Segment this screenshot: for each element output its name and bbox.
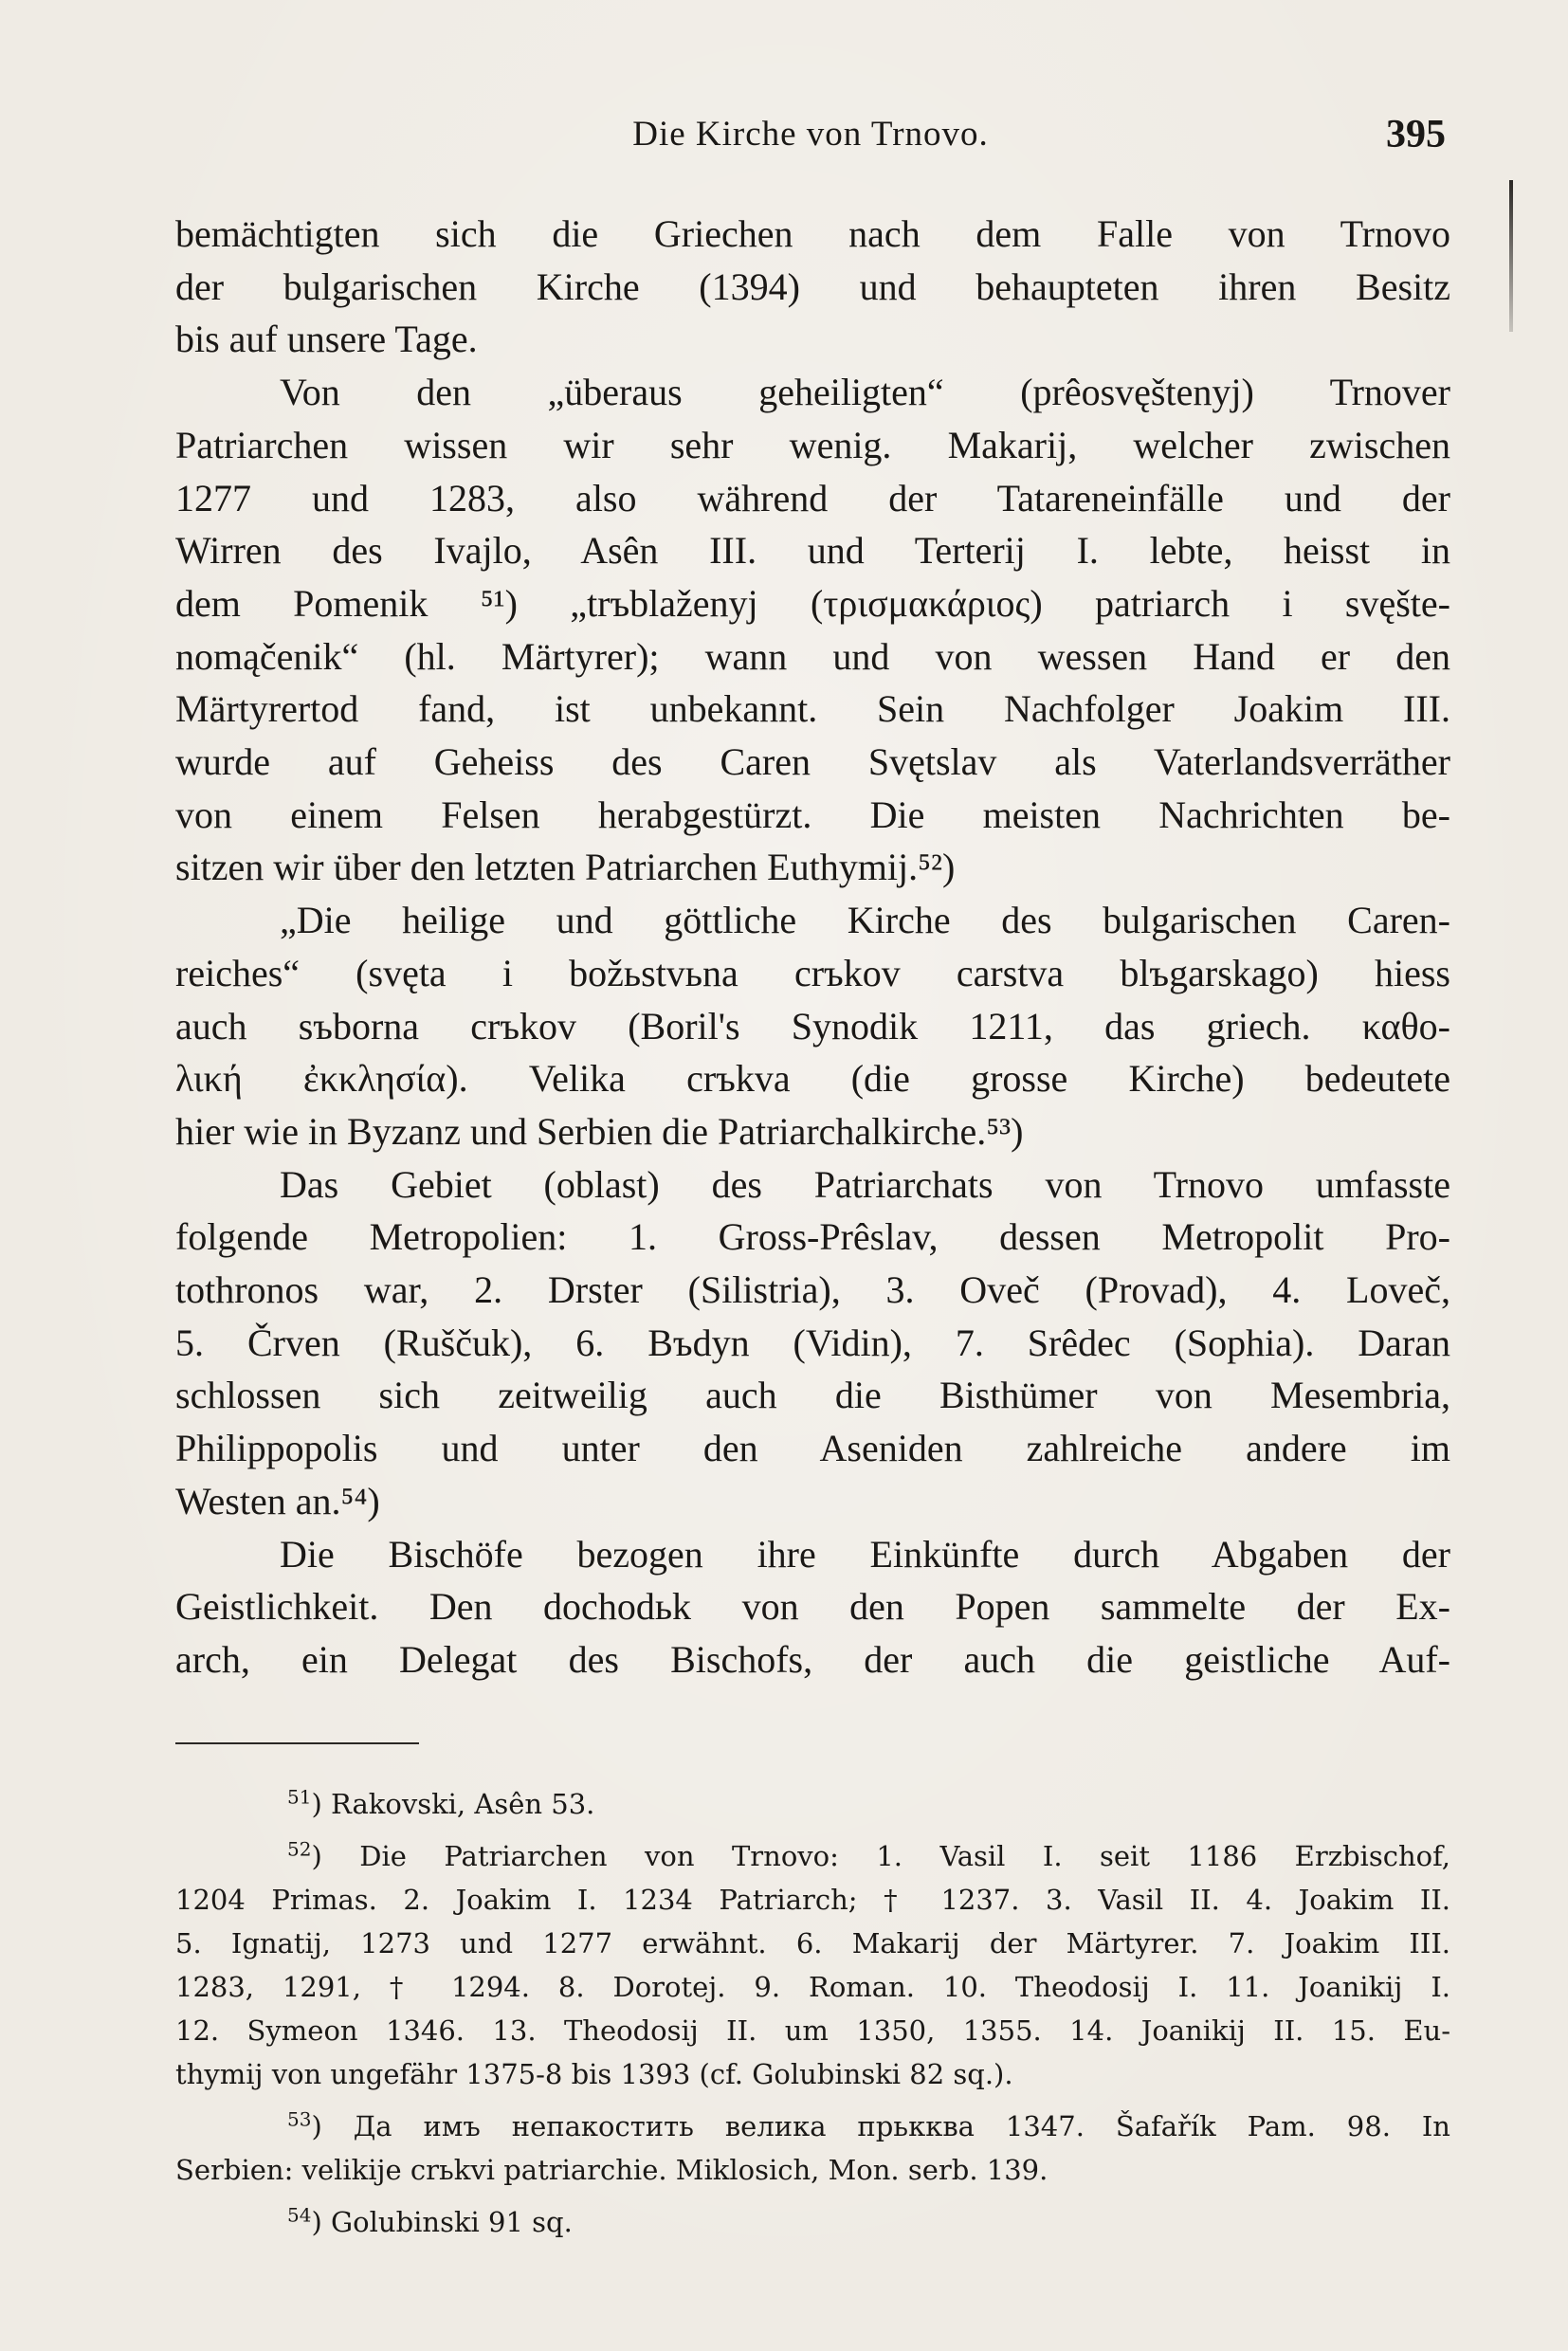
text-line: Westen an.⁵⁴) [175, 1479, 380, 1522]
text-line: 5. Črven (Ruščuk), 6. Bъdyn (Vidin), 7. Srêdec (Sophia). Daran [175, 1321, 1450, 1364]
footnote-marker: 53 [287, 2107, 312, 2131]
footnote-line: 1204 Primas. 2. Joakim I. 1234 Patriarch; † 1237. 3. Vasil II. 4. Joakim II. [175, 1884, 1450, 1916]
text-line: hier wie in Byzanz und Serbien die Patriarchalkirche.⁵³) [175, 1109, 1024, 1153]
text-line: Von den „überaus geheiligten“ (prêosvęštenyj) Trnover [280, 371, 1450, 414]
text-line: Philippopolis und unter den Aseniden zahlreiche andere im [175, 1427, 1450, 1470]
footnote-52 [175, 1834, 1450, 2096]
footnote-text: Die Patriarchen von Trnovo: 1. Vasil I. seit 1186 Erzbischof, [359, 1840, 1450, 1872]
text-line: wurde auf Geheiss des Caren Svętslav als Vaterlandsverräther [175, 740, 1450, 784]
text-line: der bulgarischen Kirche (1394) und behaupteten ihren Besitz [175, 264, 1450, 308]
text-line: nomąčenik“ (hl. Märtyrer); wann und von wessen Hand er den [175, 634, 1450, 678]
page-number: 395 [1386, 113, 1446, 156]
paragraph-5 [175, 1528, 1450, 1686]
footnote-rule [175, 1742, 419, 1744]
footnote-line: $^{52}$) Die Patriarchen von Trnovo: 1. Vasil I. seit 1186 Erzbischof, [287, 1837, 1450, 1872]
paragraph-3 [175, 894, 1450, 1158]
text-line: λική ἐκκλησία). Velika crъkva (die grosse Kirche) bedeutete [175, 1057, 1450, 1101]
footnote-marker: 54 [287, 2203, 312, 2227]
text-line: tothronos war, 2. Drster (Silistria), 3. Ovеč (Provad), 4. Loveč, [175, 1268, 1450, 1312]
footnote-line: thymij von ungefähr 1375-8 bis 1393 (cf. Golubinski 82 sq.). [175, 2058, 1013, 2090]
text-line: dem Pomenik ⁵¹) „trъblaženyj (τρισμακάριος) patriarch i svęšte- [175, 581, 1450, 625]
text-line: sitzen wir über den letzten Patriarchen Euthymij.⁵²) [175, 846, 956, 889]
text-line: schlossen sich zeitweilig auch die Bisthümer von Mesembria, [175, 1374, 1450, 1417]
running-head [175, 106, 1446, 163]
page-edge-shadow [1509, 180, 1513, 332]
footnote-line: 1283, 1291, † 1294. 8. Dorotej. 9. Roman. 10. Theodosij I. 11. Joanikij I. [175, 1971, 1450, 2003]
footnote-line: $^{53}$) Да имъ непакостить велика прькква 1347. Šafařík Pam. 98. In [287, 2107, 1450, 2142]
text-line: Wirren des Ivajlo, Asên III. und Terterij I. lebte, heisst in [175, 529, 1450, 573]
text-line: Die Bischöfe bezogen ihre Einkünfte durch Abgaben der [280, 1532, 1450, 1576]
footnote-text: Golubinski 91 sq. [331, 2206, 573, 2238]
footnote-54 [175, 2200, 1450, 2244]
footnote-marker: 52 [287, 1837, 312, 1861]
text-line: Patriarchen wissen wir sehr wenig. Makarij, welcher zwischen [175, 423, 1450, 466]
body-text [175, 208, 1450, 1686]
text-line: 1277 und 1283, also während der Tatareneinfälle und der [175, 476, 1450, 519]
footnote-text: Rakovski, Asên 53. [331, 1788, 595, 1820]
text-line: reiches“ (svęta i božьstvьna crъkov carstva blъgarskago) hiess [175, 951, 1450, 994]
footnote-marker: 51 [287, 1785, 312, 1809]
text-line: auch sъborna crъkov (Boril's Synodik 1211, das griech. καθο- [175, 1004, 1450, 1048]
footnote-line: 12. Symeon 1346. 13. Theodosij II. um 1350, 1355. 14. Joanikij II. 15. Eu- [175, 2014, 1450, 2047]
paragraph-2 [175, 366, 1450, 894]
running-title: Die Kirche von Trnovo. [632, 115, 989, 154]
text-line: Märtyrertod fand, ist unbekannt. Sein Nachfolger Joakim III. [175, 687, 1450, 731]
footnotes [175, 1782, 1450, 2252]
text-line: Geistlichkeit. Den dochodьk von den Popen sammelte der Ex- [175, 1585, 1450, 1629]
text-line: Das Gebiet (oblast) des Patriarchats von Trnovo umfasste [280, 1162, 1450, 1206]
footnote-line: $^{54}$) Golubinski 91 sq. [287, 2203, 573, 2238]
text-line: „Die heilige und göttliche Kirche des bulgarischen Caren- [280, 899, 1450, 942]
footnote-line: 5. Ignatij, 1273 und 1277 erwähnt. 6. Makarij der Märtyrer. 7. Joakim III. [175, 1927, 1450, 1959]
footnote-line: $^{51}$) Rakovski, Asên 53. [287, 1785, 595, 1820]
text-line: arch, ein Delegat des Bischofs, der auch die geistliche Auf- [175, 1637, 1450, 1681]
footnote-53 [175, 2105, 1450, 2192]
text-line: bis auf unsere Tage. [175, 318, 478, 361]
footnote-line: Serbien: velikije crьkvi patriarchie. Miklosich, Mon. serb. 139. [175, 2154, 1048, 2186]
text-line: bemächtigten sich die Griechen nach dem Falle von Trnovo [175, 212, 1450, 255]
footnote-51 [175, 1782, 1450, 1826]
text-line: folgende Metropolien: 1. Gross-Prêslav, dessen Metropolit Pro- [175, 1215, 1450, 1259]
paragraph-4 [175, 1158, 1450, 1528]
paragraph-1 [175, 208, 1450, 366]
footnote-text: Да имъ непакостить велика прькква 1347. Šafařík Pam. 98. In [353, 2110, 1450, 2142]
text-line: von einem Felsen herabgestürzt. Die meisten Nachrichten be- [175, 793, 1450, 836]
